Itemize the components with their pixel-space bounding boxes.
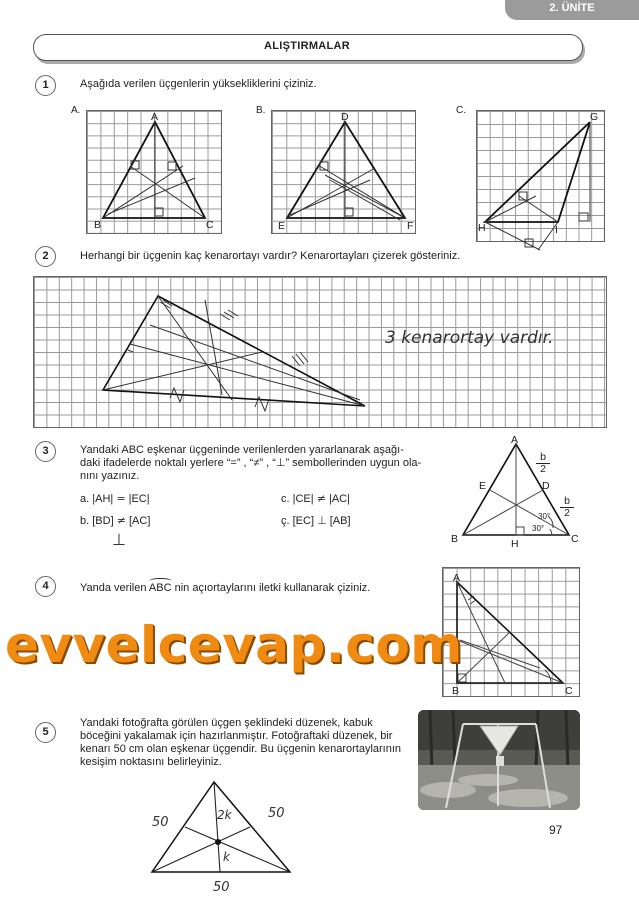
question-3-line1: Yandaki ABC eşkenar üçgeninde verilenlerden yararlanarak aşağı- — [80, 444, 404, 456]
q3-c-left: |CE| — [292, 493, 314, 505]
q3-fraction1-den: 2 — [540, 463, 546, 475]
q3-d-left: [EC] — [292, 515, 315, 527]
question-2-handwritten-answer: 3 kenarortay vardır. — [385, 328, 554, 348]
q3-point-d: D — [542, 480, 550, 492]
q4-vertex-b: B — [452, 685, 460, 697]
q3-fraction2-den: 2 — [564, 507, 570, 519]
vertex-a-label: A — [151, 111, 159, 123]
question-2-text: Herhangi bir üçgenin kaç kenarortayı vardır? Kenarortayları çizerek gösteriniz. — [80, 250, 461, 262]
question-5-line3: kenarı 50 cm olan eşkenar üçgendir. Bu üçgenin kenarortaylarının — [80, 743, 402, 755]
q3-c-answer: ≠ — [316, 492, 326, 505]
q5-side-right-label: 50 — [268, 806, 285, 821]
question-3-line3: nını yazınız. — [80, 470, 140, 482]
question-3-number: 3 — [35, 441, 56, 462]
question-2-number: 2 — [35, 246, 56, 267]
q5-segment-2k-label: 2k — [217, 808, 232, 822]
q3-a-left: |AH| — [92, 493, 114, 505]
q5-side-bottom-label: 50 — [213, 880, 230, 895]
vertex-i-label: I — [555, 224, 558, 236]
q5-segment-k-label: k — [223, 850, 230, 864]
q4-angle-letters: ABC — [148, 582, 172, 594]
question-5-line1: Yandaki fotoğrafta görülen üçgen şeklindeki düzenek, kabuk — [80, 717, 373, 729]
vertex-d-label: D — [341, 111, 349, 123]
q4-text-post: nin açıortaylarını iletki kullanarak çiziniz. — [174, 582, 371, 594]
vertex-g-label: G — [590, 111, 599, 123]
vertex-h-label: H — [478, 222, 486, 234]
q3-d-label: ç. — [281, 515, 290, 527]
q3-b-extra-answer: ⊥ — [112, 530, 126, 549]
figure-b-label: B. — [256, 105, 266, 116]
question-5-line4: kesişim noktasını belirleyiniz. — [80, 756, 222, 768]
question-1-text: Aşağıda verilen üçgenlerin yüksekliklerini çiziniz. — [80, 78, 317, 90]
q3-d-answer: ⊥ — [317, 514, 327, 527]
q3-fraction2-num: b — [564, 495, 570, 507]
q4-vertex-c: C — [565, 685, 573, 697]
question-5-number: 5 — [35, 722, 56, 743]
q3-b-left: [BD] — [92, 515, 114, 527]
q3-vertex-c: C — [571, 533, 579, 545]
q3-fraction1-num: b — [540, 451, 546, 463]
question-1-number: 1 — [35, 75, 56, 96]
page-title: ALIŞTIRMALAR — [263, 40, 351, 52]
question-3-line2: daki ifadelerde noktalı yerlere “=” , “≠” , “⊥” sembollerinden uygun ola- — [80, 457, 422, 469]
q3-vertex-b: B — [451, 533, 459, 545]
page-number: 97 — [549, 823, 563, 837]
q3-a-right: |EC| — [128, 493, 150, 505]
q3-c-label: c. — [281, 493, 290, 505]
q3-vertex-a: A — [511, 434, 519, 446]
q3-point-e: E — [479, 480, 487, 492]
q3-angle-30-top: 30° — [538, 512, 551, 521]
question-4-number: 4 — [35, 576, 56, 597]
question-5-line2: böceğini yakalamak için hazırlanmıştır. Fotoğraftaki düzenek, bir — [80, 730, 393, 742]
q3-angle-30-bottom: 30° — [532, 524, 545, 533]
q4-text-pre: Yanda verilen — [80, 582, 147, 594]
figure-c-label: C. — [456, 105, 466, 116]
vertex-b-label: B — [94, 219, 102, 231]
q3-d-right: [AB] — [329, 515, 351, 527]
q4-vertex-a: A — [453, 572, 461, 584]
vertex-c-label: C — [206, 219, 214, 231]
q3-a-label: a. — [80, 493, 90, 505]
q3-b-answer: ≠ — [116, 514, 126, 527]
q5-side-left-label: 50 — [152, 815, 169, 830]
q3-c-right: |AC| — [328, 493, 350, 505]
q3-b-label: b. — [80, 515, 90, 527]
q3-b-right: [AC] — [129, 515, 151, 527]
q3-a-answer: = — [116, 492, 126, 505]
watermark: evvelcevap.com — [5, 616, 463, 674]
figure-a-label: A. — [71, 105, 81, 116]
vertex-e-label: E — [278, 220, 286, 232]
q3-point-h: H — [511, 538, 519, 550]
unit-tab: 2. ÜNİTE — [505, 0, 639, 20]
vertex-f-label: F — [407, 220, 414, 232]
